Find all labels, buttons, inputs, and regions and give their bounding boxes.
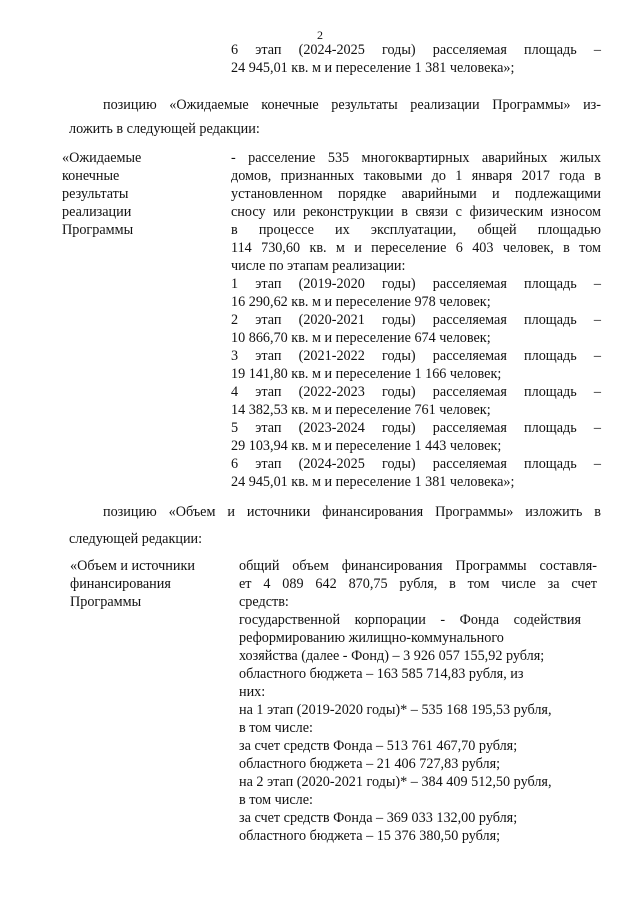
results-line-1: - расселение 535 многоквартирных аварийных жилых	[231, 150, 601, 166]
finance-label-1: «Объем и источники	[70, 558, 195, 574]
results-label-1: «Ожидаемые	[62, 150, 142, 166]
results-line-7: числе по этапам реализации:	[231, 258, 406, 274]
finance-line-6: хозяйства (далее - Фонд) – 3 926 057 155,92 рубля;	[239, 648, 545, 664]
results-stage-6-line-1: 6 этап (2024-2025 годы) расселяемая площадь –	[231, 456, 601, 472]
page-number: 2	[317, 28, 323, 42]
finance-line-3: средств:	[239, 594, 289, 610]
intro-results-line-2: ложить в следующей редакции:	[69, 121, 260, 137]
top-line-2: 24 945,01 кв. м и переселение 1 381 человека»;	[231, 60, 515, 76]
finance-line-2: ет 4 089 642 870,75 рубля, в том числе за счет	[239, 576, 597, 592]
results-label-3: результаты	[62, 186, 129, 202]
finance-stage-2-line-1: на 2 этап (2020-2021 годы)* – 384 409 512,50 рубля,	[239, 774, 552, 790]
results-stage-3-line-1: 3 этап (2021-2022 годы) расселяемая площадь –	[231, 348, 601, 364]
finance-stage-1-fund: за счет средств Фонда – 513 761 467,70 рубля;	[239, 738, 518, 754]
intro-finance-line-2: следующей редакции:	[69, 531, 203, 547]
finance-stage-1-line-2: в том числе:	[239, 720, 313, 736]
finance-stage-2-fund: за счет средств Фонда – 369 033 132,00 рубля;	[239, 810, 518, 826]
results-stage-1-line-1: 1 этап (2019-2020 годы) расселяемая площадь –	[231, 276, 601, 292]
results-label-4: реализации	[62, 204, 132, 220]
finance-label-2: финансирования	[70, 576, 171, 592]
finance-stage-1-budget: областного бюджета – 21 406 727,83 рубля;	[239, 756, 501, 772]
finance-label-3: Программы	[70, 594, 142, 610]
finance-line-7: областного бюджета – 163 585 714,83 рубля, из	[239, 666, 524, 682]
results-stage-1-line-2: 16 290,62 кв. м и переселение 978 человек;	[231, 294, 491, 310]
results-line-2: домов, признанных таковыми до 1 января 2017 года в	[231, 168, 601, 184]
finance-stage-2-line-2: в том числе:	[239, 792, 313, 808]
finance-stage-1-line-1: на 1 этап (2019-2020 годы)* – 535 168 195,53 рубля,	[239, 702, 552, 718]
results-stage-6-line-2: 24 945,01 кв. м и переселение 1 381 человека»;	[231, 474, 515, 490]
results-stage-5-line-2: 29 103,94 кв. м и переселение 1 443 человек;	[231, 438, 502, 454]
results-line-3: установленном порядке аварийными и подлежащими	[231, 186, 601, 202]
results-stage-4-line-1: 4 этап (2022-2023 годы) расселяемая площадь –	[231, 384, 601, 400]
results-stage-2-line-1: 2 этап (2020-2021 годы) расселяемая площадь –	[231, 312, 601, 328]
top-line-1: 6 этап (2024-2025 годы) расселяемая площадь –	[231, 42, 601, 58]
intro-finance-line-1: позицию «Объем и источники финансирования Программы» изложить в	[103, 504, 601, 520]
results-line-4: сносу или реконструкции в связи с физическим износом	[231, 204, 601, 220]
finance-line-8: них:	[239, 684, 266, 700]
results-line-6: 114 730,60 кв. м и переселение 6 403 человек, в том	[231, 240, 601, 256]
results-stage-2-line-2: 10 866,70 кв. м и переселение 674 человек;	[231, 330, 491, 346]
results-line-5: в процессе их эксплуатации, общей площадью	[231, 222, 601, 238]
results-stage-4-line-2: 14 382,53 кв. м и переселение 761 человек;	[231, 402, 491, 418]
finance-line-1: общий объем финансирования Программы составля-	[239, 558, 597, 574]
results-stage-5-line-1: 5 этап (2023-2024 годы) расселяемая площадь –	[231, 420, 601, 436]
finance-stage-2-budget: областного бюджета – 15 376 380,50 рубля;	[239, 828, 501, 844]
results-label-2: конечные	[62, 168, 120, 184]
finance-line-4: государственной корпорации - Фонда содействия	[239, 612, 581, 628]
intro-results-line-1: позицию «Ожидаемые конечные результаты реализации Программы» из-	[103, 97, 601, 113]
results-label-5: Программы	[62, 222, 134, 238]
finance-line-5: реформированию жилищно-коммунального	[239, 630, 504, 646]
results-stage-3-line-2: 19 141,80 кв. м и переселение 1 166 человек;	[231, 366, 502, 382]
